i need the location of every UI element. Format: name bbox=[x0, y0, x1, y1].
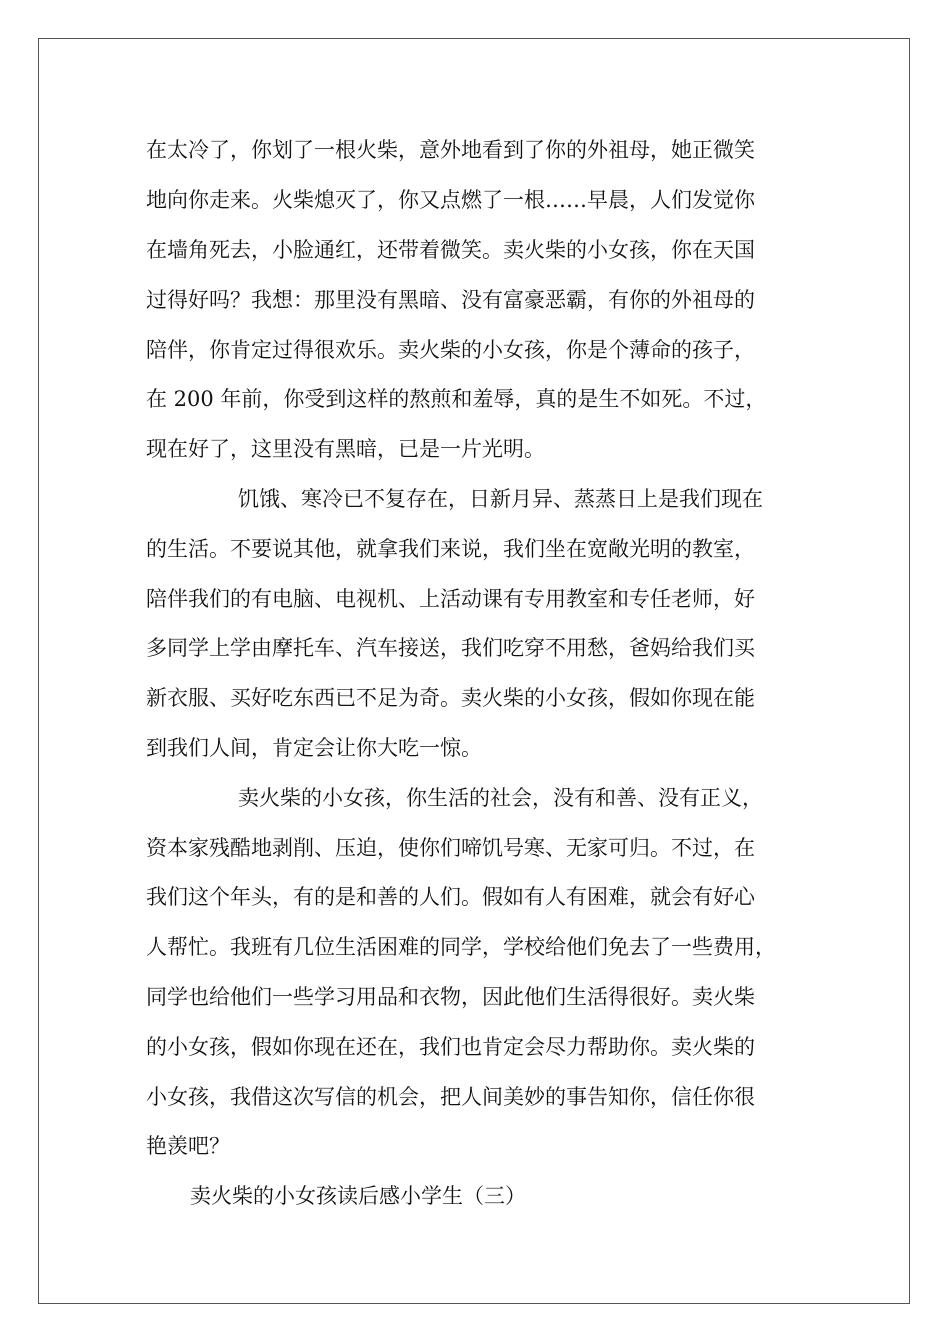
paragraph-1-line-5: 陪伴，你肯定过得很欢乐。卖火柴的小女孩，你是个薄命的孩子， bbox=[146, 338, 755, 362]
section-title: 卖火柴的小女孩读后感小学生（三） bbox=[190, 1184, 526, 1208]
paragraph-3-line-8: 艳羡吧？ bbox=[146, 1134, 230, 1158]
paragraph-2-line-2: 的生活。不要说其他，就拿我们来说，我们坐在宽敞光明的教室， bbox=[146, 537, 755, 561]
paragraph-3-line-5: 同学也给他们一些学习用品和衣物，因此他们生活得很好。卖火柴 bbox=[146, 985, 755, 1009]
paragraph-1-line-1: 在太冷了，你划了一根火柴，意外地看到了你的外祖母，她正微笑 bbox=[146, 138, 755, 162]
paragraph-2-line-1: 饥饿、寒冷已不复存在，日新月异、蒸蒸日上是我们现在 bbox=[238, 487, 763, 511]
paragraph-1-line-2: 地向你走来。火柴熄灭了，你又点燃了一根……早晨，人们发觉你 bbox=[146, 188, 755, 212]
paragraph-2-line-5: 新衣服、买好吃东西已不足为奇。卖火柴的小女孩，假如你现在能 bbox=[146, 686, 755, 710]
paragraph-1-line-3: 在墙角死去，小脸通红，还带着微笑。卖火柴的小女孩，你在天国 bbox=[146, 238, 755, 262]
paragraph-1-line-7: 现在好了，这里没有黑暗，已是一片光明。 bbox=[146, 437, 545, 461]
paragraph-3-line-7: 小女孩，我借这次写信的机会，把人间美妙的事告知你，信任你很 bbox=[146, 1085, 755, 1109]
document-body bbox=[146, 135, 826, 1215]
paragraph-2-line-4: 多同学上学由摩托车、汽车接送，我们吃穿不用愁，爸妈给我们买 bbox=[146, 636, 755, 660]
paragraph-3-line-2: 资本家残酷地剥削、压迫，使你们啼饥号寒、无家可归。不过，在 bbox=[146, 836, 755, 860]
paragraph-3-line-1: 卖火柴的小女孩，你生活的社会，没有和善、没有正义， bbox=[238, 786, 763, 810]
paragraph-3-line-3: 我们这个年头，有的是和善的人们。假如有人有困难，就会有好心 bbox=[146, 885, 755, 909]
paragraph-3-line-4: 人帮忙。我班有几位生活困难的同学，学校给他们免去了一些费用， bbox=[146, 935, 776, 959]
paragraph-1-line-6: 在 200 年前，你受到这样的熬煎和羞辱，真的是生不如死。不过， bbox=[146, 387, 767, 411]
paragraph-1-line-4: 过得好吗？我想：那里没有黑暗、没有富豪恶霸，有你的外祖母的 bbox=[146, 288, 755, 312]
paragraph-2-line-6: 到我们人间，肯定会让你大吃一惊。 bbox=[146, 736, 482, 760]
paragraph-2-line-3: 陪伴我们的有电脑、电视机、上活动课有专用教室和专任老师，好 bbox=[146, 587, 755, 611]
paragraph-3-line-6: 的小女孩，假如你现在还在，我们也肯定会尽力帮助你。卖火柴的 bbox=[146, 1035, 755, 1059]
